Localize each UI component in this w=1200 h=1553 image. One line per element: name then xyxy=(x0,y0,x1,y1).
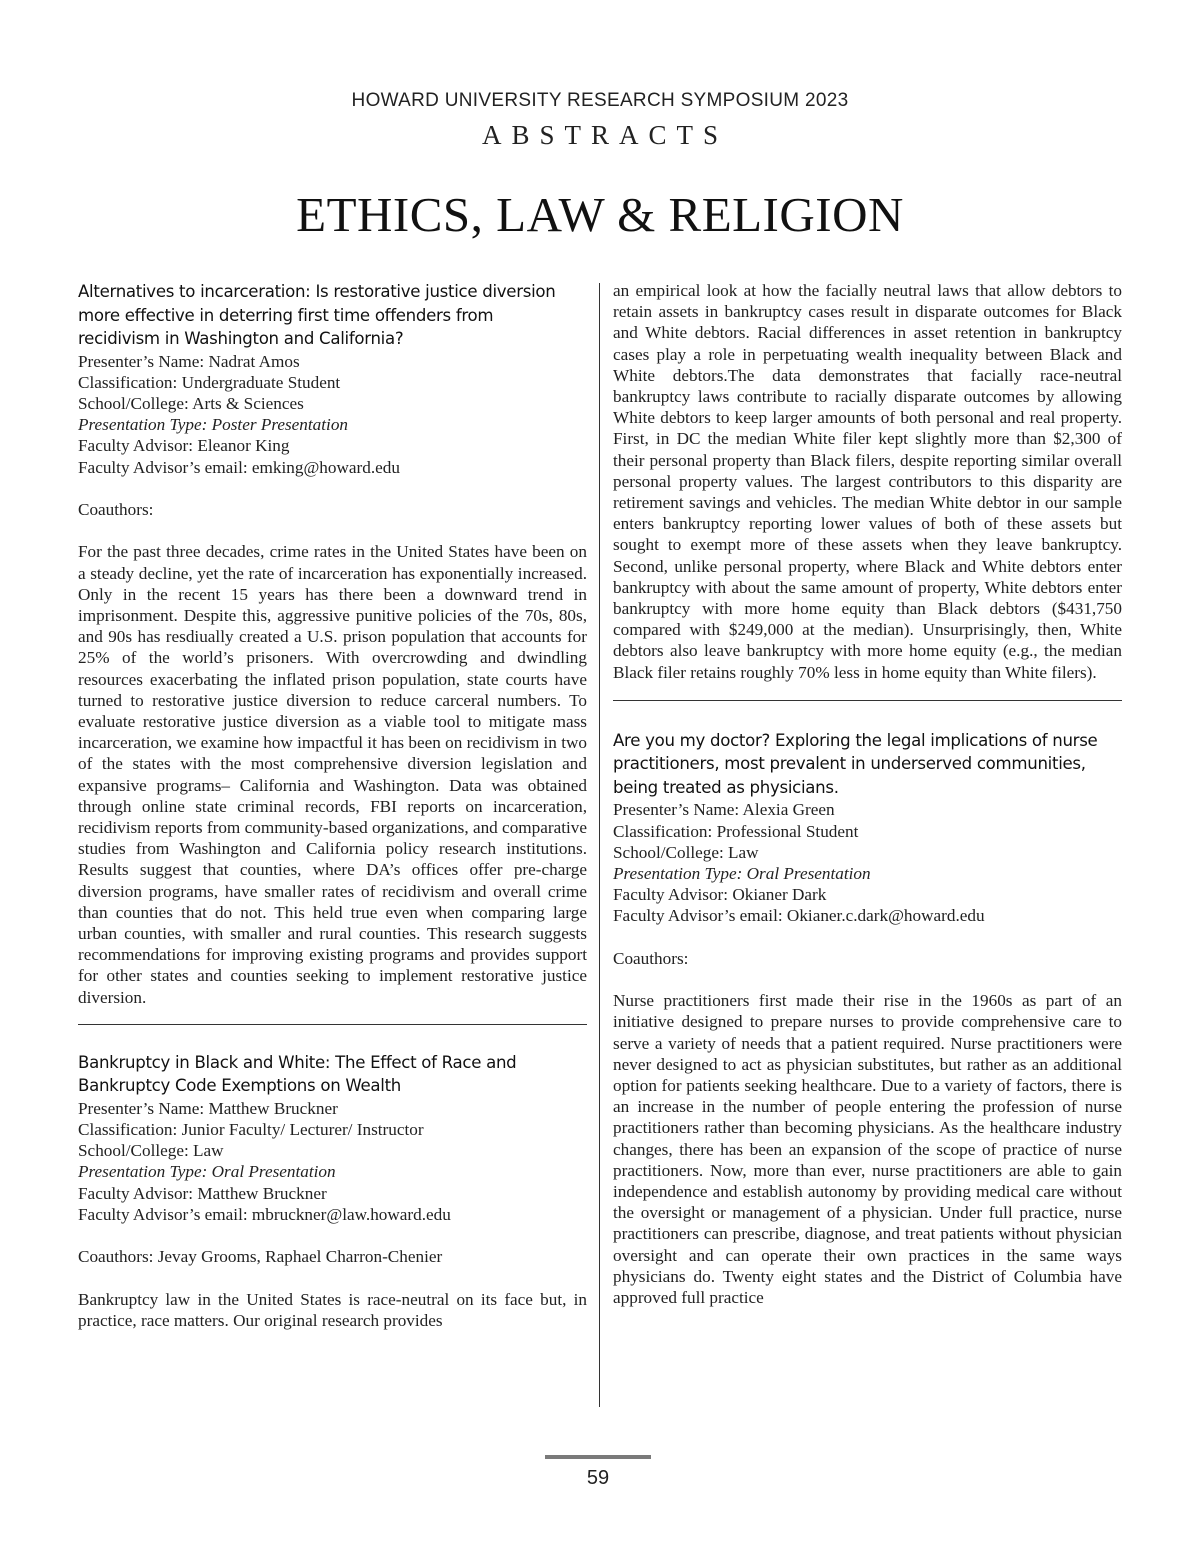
presenter-name: Presenter’s Name: Nadrat Amos xyxy=(78,351,300,371)
faculty-advisor-email: Faculty Advisor’s email: emking@howard.edu xyxy=(78,457,400,477)
section-title: ETHICS, LAW & RELIGION xyxy=(296,187,904,242)
abstract-bankruptcy xyxy=(78,1051,587,1331)
abstract-title-line: being treated as physicians. xyxy=(613,777,839,797)
classification: Classification: Junior Faculty/ Lecturer/ Instructor xyxy=(78,1119,424,1139)
faculty-advisor: Faculty Advisor: Matthew Bruckner xyxy=(78,1183,327,1203)
symposium-name: HOWARD UNIVERSITY RESEARCH SYMPOSIUM 2023 xyxy=(351,90,849,111)
section-divider xyxy=(78,1024,587,1025)
presentation-type: Presentation Type: Oral Presentation xyxy=(78,1162,336,1182)
presenter-name: Presenter’s Name: Matthew Bruckner xyxy=(78,1098,338,1118)
school-college: School/College: Law xyxy=(613,842,759,862)
abstract-incarceration xyxy=(78,280,587,1008)
abstract-nurse-practitioners xyxy=(613,729,1122,1308)
column-divider xyxy=(599,283,600,1407)
coauthors: Coauthors: xyxy=(78,499,154,519)
faculty-advisor-email: Faculty Advisor’s email: Okianer.c.dark@howard.edu xyxy=(613,906,985,926)
abstract-meta xyxy=(78,351,587,542)
abstract-title-line: practitioners, most prevalent in underserved communities, xyxy=(613,754,1086,774)
abstract-meta xyxy=(613,799,1122,990)
abstract-title-line: more effective in deterring first time offenders from xyxy=(78,305,494,325)
abstract-title-line: Bankruptcy in Black and White: The Effect of Race and xyxy=(78,1052,517,1072)
faculty-advisor: Faculty Advisor: Eleanor King xyxy=(78,436,290,456)
school-college: School/College: Law xyxy=(78,1141,224,1161)
section-divider xyxy=(613,700,1122,701)
abstract-title-line: recidivism in Washington and California? xyxy=(78,329,404,348)
abstract-meta xyxy=(78,1098,587,1289)
abstract-body: Nurse practitioners first made their rise in the 1960s as part of an initiative designed to prepare nurses to provide comprehensive care to serve a variety of needs that a patient required. Nurse practitioners were never designed to act as physician substitutes, but rather as an additional option for patients seeking healthcare. Due to a variety of factors, there is an increase in the number of people entering the profession of nurse practitioners rather than becoming physicians. As the healthcare industry changes, there has been an expansion of the scope of practice of nurse practitioners. Now, more than ever, nurse practitioners are able to gain independence and establish autonomy by providing medical care without the oversight or management of a physician. Under full practice, nurse practitioners can prescribe, diagnose, and treat patients without physician oversight and can operate their own practices in the same ways physicians do. Twenty eight states and the District of Columbia have approved full practice xyxy=(613,991,1122,1307)
abstract-title xyxy=(613,729,1122,800)
presenter-name: Presenter’s Name: Alexia Green xyxy=(613,800,835,820)
page-number: 59 xyxy=(586,1467,610,1489)
faculty-advisor: Faculty Advisor: Okianer Dark xyxy=(613,885,827,905)
abstract-body: For the past three decades, crime rates in the United States have been on a steady decline, yet the rate of incarceration has exponentially increased. Only in the recent 15 years has there been a downward trend in imprisonment. Despite this, aggressive punitive policies of the 70s, 80s, and 90s has resdiually created a U.S. prison population that accounts for 25% of the world’s prisoners. With overcrowding and dwindling resources exacerbating the inflated prison population, state courts have turned to restorative justice diversion to reduce carceral numbers. To evaluate restorative justice diversion as a viable tool to mitigate mass incarceration, we examine how impactful it has been on recidivism in two of the states with the most comprehensive diversion legislation and expansive programs– California and Washington. Data was obtained through online state criminal records, FBI reports on incarceration, recidivism reports from community-based organizations, and comparative studies from Washington and California policy research institutions. Results suggest that counties, where DA’s offices offer pre-charge diversion programs, have smaller rates of recidivism and overall crime than counties that do not. This held true even when comparing large urban counties, with smaller and rural counties. This research suggests recommendations for improving existing programs and provides support for other states and counties seeking to implement restorative justice diversion. xyxy=(78,542,587,1007)
abstract-title-line: Alternatives to incarceration: Is restorative justice diversion xyxy=(78,282,556,301)
left-column xyxy=(78,280,587,1331)
footer-bar xyxy=(545,1455,651,1459)
classification: Classification: Undergraduate Student xyxy=(78,372,341,392)
right-column xyxy=(613,280,1122,1308)
coauthors: Coauthors: xyxy=(613,948,689,968)
abstract-body-continued: an empirical look at how the facially neutral laws that allow debtors to retain assets in bankruptcy cases result in disparate outcomes for Black and White debtors. Racial differences in asset retention in bankruptcy cases play a role in perpetuating wealth inequality between Black and White debtors.The data demonstrates that facially race-neutral bankruptcy laws contribute to racially disparate outcomes by allowing White debtors to keep larger amounts of both personal and real property. First, in DC the median White filer kept slightly more than $2,300 of their personal property than Black filers, despite reporting similar overall personal property values. The largest contributors to this disparity are retirement savings and vehicles. The median White debtor in our sample enters bankruptcy reporting lower values of both of these assets but sought to exempt more of these assets when they leave bankruptcy. Second, unlike personal property, where Black and White debtors enter bankruptcy with about the same amount of property, White debtors enter bankruptcy with more home equity than Black debtors ($431,750 compared with $249,000 at the median). Unsurprisingly, then, White debtors also leave bankruptcy with more home equity (e.g., the median Black filer retains roughly 70% less in home equity than White filers). xyxy=(613,281,1122,682)
presentation-type: Presentation Type: Poster Presentation xyxy=(78,415,349,435)
abstract-title xyxy=(78,280,587,351)
presentation-type: Presentation Type: Oral Presentation xyxy=(613,863,871,883)
abstract-body: Bankruptcy law in the United States is race-neutral on its face but, in practice, race matters. Our original research provides xyxy=(78,1289,587,1330)
abstract-title xyxy=(78,1051,587,1098)
faculty-advisor-email: Faculty Advisor’s email: mbruckner@law.howard.edu xyxy=(78,1204,451,1224)
abstracts-label: ABSTRACTS xyxy=(481,120,729,150)
abstract-title-line: Bankruptcy Code Exemptions on Wealth xyxy=(78,1076,402,1096)
abstract-title-line: Are you my doctor? Exploring the legal implications of nurse xyxy=(613,730,1098,750)
school-college: School/College: Arts & Sciences xyxy=(78,393,304,413)
page-header xyxy=(0,90,1200,151)
classification: Classification: Professional Student xyxy=(613,821,859,841)
coauthors: Coauthors: Jevay Grooms, Raphael Charron-Chenier xyxy=(78,1247,443,1267)
